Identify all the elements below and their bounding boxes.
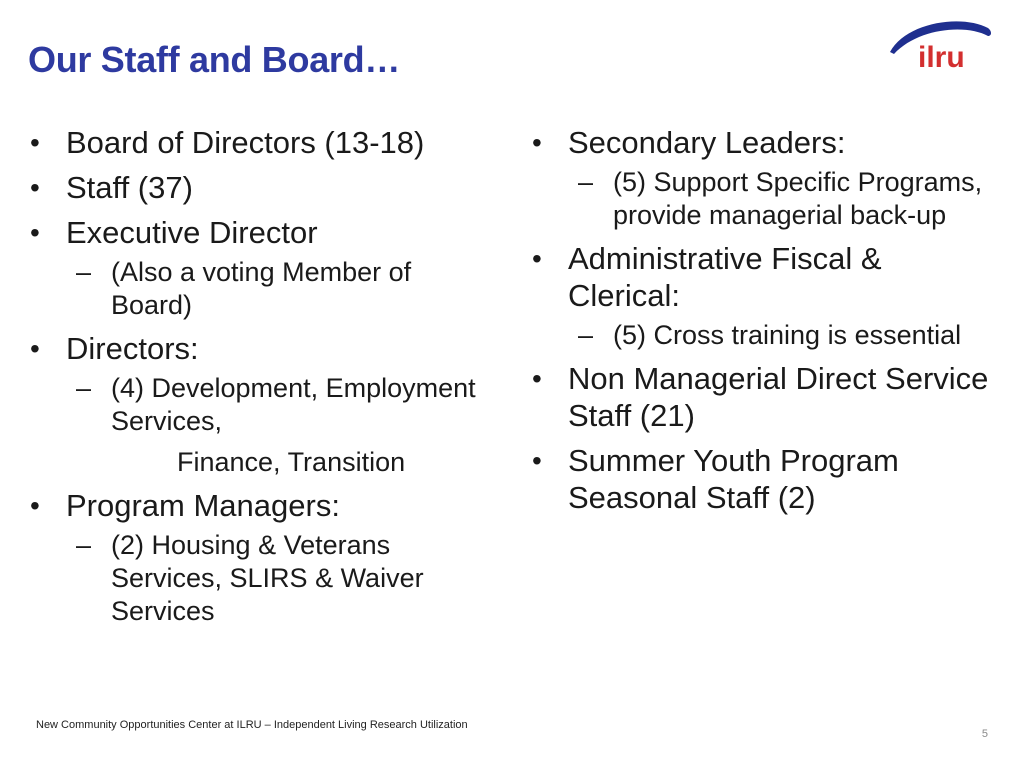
bullet-mark: • — [532, 445, 542, 476]
bullet-mark: • — [30, 490, 40, 521]
bullet-text: Directors: — [66, 331, 199, 366]
bullet-directors — [28, 330, 498, 367]
bullet-board-of-directors — [28, 124, 498, 161]
bullet-text: Executive Director — [66, 215, 318, 250]
logo-text: ilru — [918, 41, 965, 74]
sub-mark: – — [578, 167, 594, 197]
right-column — [530, 124, 1000, 524]
page-number: 5 — [981, 728, 988, 740]
sub-mark: – — [76, 530, 92, 560]
sub-mark: – — [578, 320, 594, 350]
sub-mark: – — [76, 373, 92, 403]
ilru-logo — [884, 14, 994, 74]
sub-text: (2) Housing & Veterans Services, SLIRS & Waiver Services — [111, 530, 424, 626]
bullet-non-managerial-staff — [530, 360, 1000, 434]
left-column — [28, 124, 498, 636]
slide-title: Our Staff and Board… — [28, 39, 401, 80]
bullet-mark: • — [532, 363, 542, 394]
bullet-executive-director — [28, 214, 498, 251]
bullet-text: Summer Youth Program Seasonal Staff (2) — [568, 443, 899, 515]
bullet-mark: • — [30, 172, 40, 203]
sub-continuation: Finance, Transition — [177, 447, 406, 477]
bullet-secondary-leaders — [530, 124, 1000, 161]
footer-text: New Community Opportunities Center at ILRU – Independent Living Research Utilization — [36, 719, 468, 731]
sub-program-managers — [28, 529, 498, 628]
bullet-mark: • — [30, 127, 40, 158]
bullet-mark: • — [30, 333, 40, 364]
bullet-summer-youth-program — [530, 442, 1000, 516]
bullet-text: Administrative Fiscal & Clerical: — [568, 241, 882, 313]
bullet-administrative-fiscal-clerical — [530, 240, 1000, 314]
sub-text: (4) Development, Employment Services, — [111, 373, 476, 436]
sub-text: (Also a voting Member of Board) — [111, 257, 412, 320]
bullet-mark: • — [532, 127, 542, 158]
bullet-text: Secondary Leaders: — [568, 125, 846, 160]
bullet-text: Non Managerial Direct Service Staff (21) — [568, 361, 989, 433]
bullet-staff — [28, 169, 498, 206]
sub-executive-director — [28, 256, 498, 322]
bullet-mark: • — [30, 217, 40, 248]
sub-secondary-leaders — [530, 166, 1000, 232]
sub-text: (5) Cross training is essential — [613, 320, 962, 350]
sub-directors — [28, 372, 498, 479]
sub-administrative-fiscal-clerical — [530, 319, 1000, 352]
bullet-text: Program Managers: — [66, 488, 340, 523]
sub-mark: – — [76, 257, 92, 287]
sub-text: (5) Support Specific Programs, provide managerial back-up — [613, 167, 983, 230]
bullet-text: Staff (37) — [66, 170, 193, 205]
bullet-mark: • — [532, 243, 542, 274]
bullet-text: Board of Directors (13-18) — [66, 125, 425, 160]
bullet-program-managers — [28, 487, 498, 524]
